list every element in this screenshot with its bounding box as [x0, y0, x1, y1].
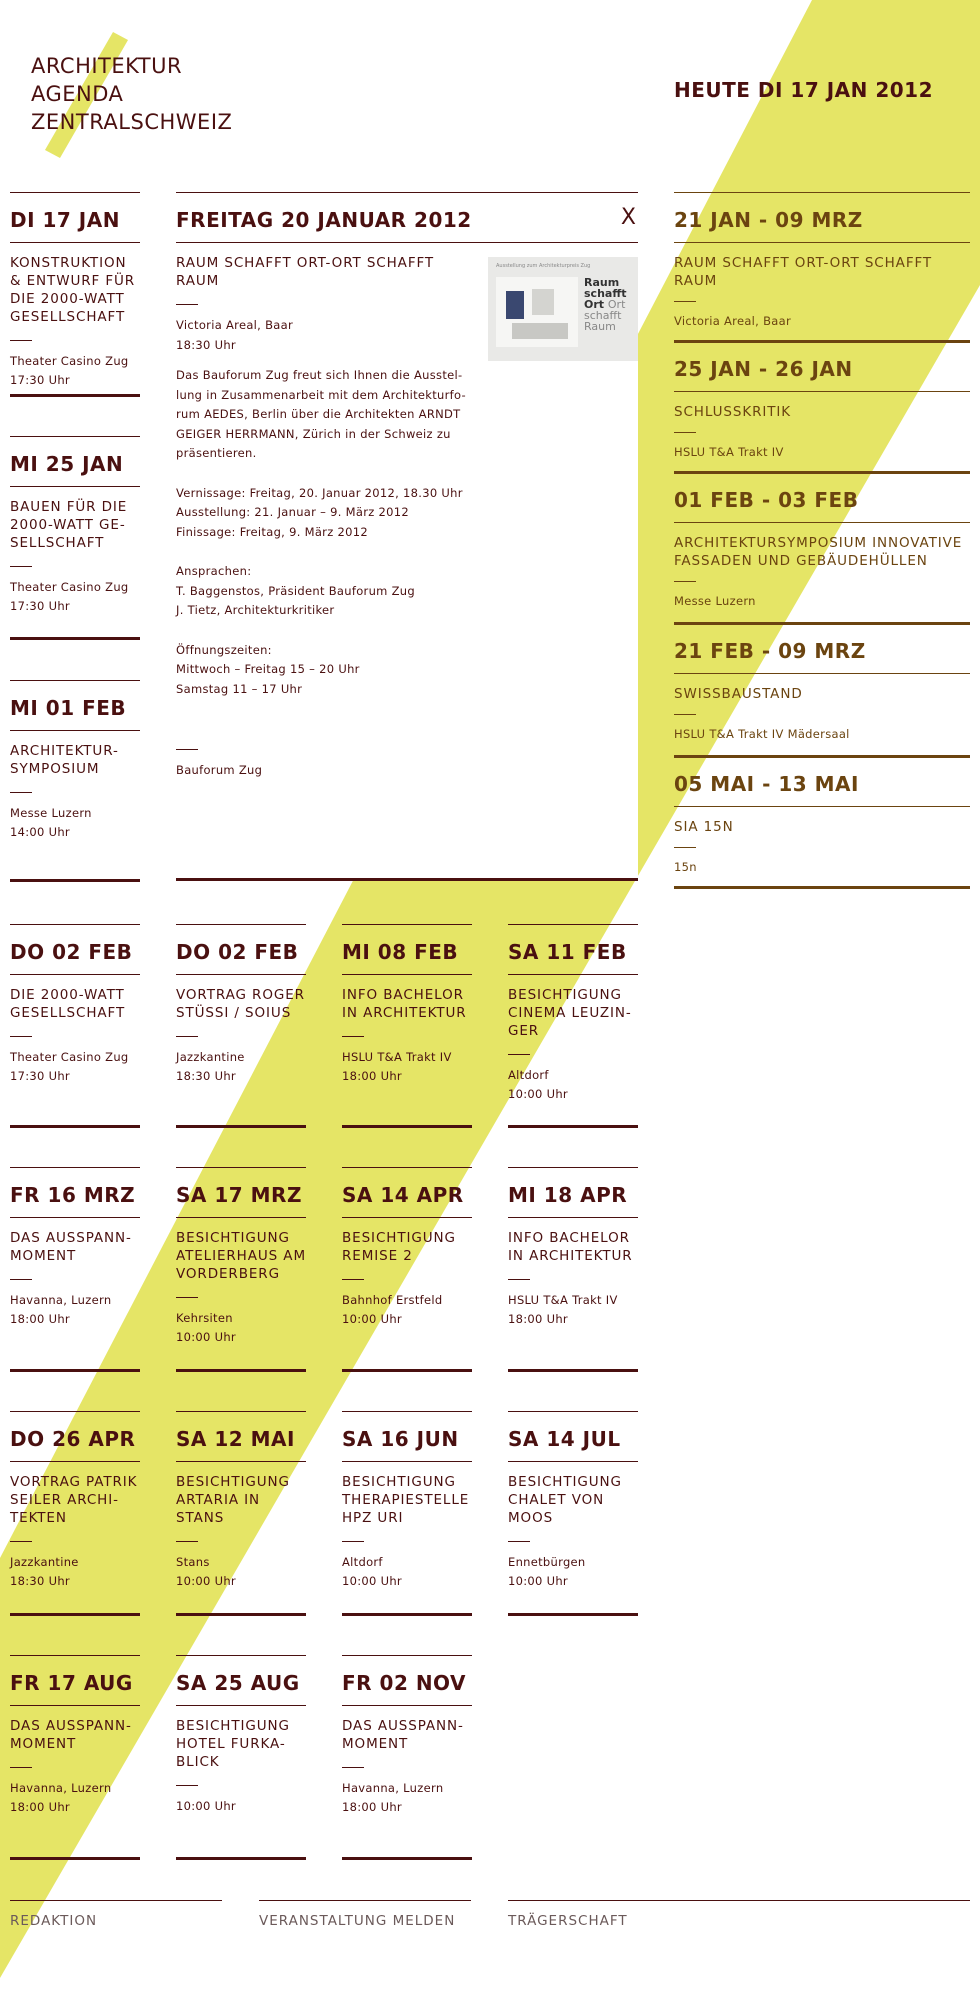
event-place: Havanna, Luzern [10, 1781, 112, 1795]
event-title[interactable]: BESICHTIGUNG REMISE 2 [342, 1230, 456, 1264]
detail-bottom-rule [176, 878, 638, 881]
card-bottom-rule [342, 1857, 472, 1860]
footer-link-veranstaltung-melden[interactable] [259, 1900, 471, 1929]
card-divider [342, 1705, 472, 1706]
event-card[interactable] [10, 1411, 140, 1616]
event-date: SA 16 JUN [342, 1427, 459, 1451]
event-title[interactable]: BESICHTIGUNG ARTARIA IN STANS [176, 1474, 290, 1526]
card-divider [10, 1705, 140, 1706]
event-date: SA 17 MRZ [176, 1183, 302, 1207]
card-bottom-rule [176, 1613, 306, 1616]
logo-line-2: AGENDA [31, 82, 124, 106]
card-divider [176, 974, 306, 975]
event-time: 17:30 Uhr [10, 1069, 70, 1083]
card-divider [674, 673, 970, 674]
card-bottom-rule [342, 1613, 472, 1616]
card-dash [674, 301, 696, 302]
event-title[interactable]: ARCHITEKTUR-SYMPOSIUM [10, 743, 119, 777]
event-date: MI 25 JAN [10, 452, 124, 476]
card-bottom-rule [176, 1125, 306, 1128]
event-place: Havanna, Luzern [10, 1293, 112, 1307]
event-card[interactable] [10, 436, 140, 640]
card-dash [342, 1279, 364, 1280]
footer-link-label[interactable]: TRÄGERSCHAFT [508, 1913, 628, 1929]
detail-dates-line: Finissage: Freitag, 9. März 2012 [176, 524, 368, 539]
detail-speeches-line: J. Tietz, Architekturkritiker [176, 603, 335, 617]
card-dash [10, 1767, 32, 1768]
detail-dash [176, 304, 198, 305]
event-date: DI 17 JAN [10, 208, 120, 232]
thumbnail-shelf [512, 323, 568, 339]
range-place: HSLU T&A Trakt IV Mädersaal [674, 727, 850, 741]
event-place: Altdorf [342, 1555, 383, 1569]
detail-place: Victoria Areal, Baar [176, 318, 293, 332]
card-bottom-rule [10, 1125, 140, 1128]
event-date: FR 16 MRZ [10, 1183, 136, 1207]
card-bottom-rule [508, 1125, 638, 1128]
event-date: SA 25 AUG [176, 1671, 300, 1695]
card-bottom-rule [176, 1369, 306, 1372]
card-divider [176, 1461, 306, 1462]
event-time: 14:00 Uhr [10, 825, 70, 839]
event-time: 18:30 Uhr [176, 1069, 236, 1083]
card-divider [674, 522, 970, 523]
event-time: 10:00 Uhr [176, 1330, 236, 1344]
site-logo[interactable] [31, 52, 232, 136]
event-title[interactable]: BESICHTIGUNG CINEMA LEUZIN-GER [508, 987, 632, 1039]
detail-hours-line: Mittwoch – Freitag 15 – 20 Uhr [176, 662, 360, 676]
event-title[interactable]: BESICHTIGUNG HOTEL FURKA-BLICK [176, 1718, 290, 1770]
range-title[interactable]: ARCHITEKTURSYMPOSIUM INNOVATIVE FASSADEN UND GEBÄUDEHÜLLEN [674, 535, 963, 569]
range-event-card[interactable] [674, 192, 970, 343]
thumbnail-logo-word: schafft [584, 287, 627, 300]
range-title[interactable]: RAUM SCHAFFT ORT-ORT SCHAFFT RAUM [674, 255, 933, 289]
close-button[interactable]: X [620, 205, 636, 230]
event-place: Ennetbürgen [508, 1555, 586, 1569]
event-date: FR 02 NOV [342, 1671, 467, 1695]
range-date: 25 JAN - 26 JAN [674, 357, 853, 381]
range-event-card[interactable] [674, 624, 970, 758]
card-divider [10, 974, 140, 975]
card-bottom-rule [10, 394, 140, 397]
detail-title: RAUM SCHAFFT ORT-ORT SCHAFFT RAUM [176, 255, 435, 289]
event-title[interactable]: BESICHTIGUNG THERAPIESTELLE HPZ URI [342, 1474, 470, 1526]
card-dash [674, 432, 696, 433]
event-title[interactable]: VORTRAG ROGER STÜSSI / SOIUS [176, 987, 305, 1021]
event-date: MI 18 APR [508, 1183, 628, 1207]
event-time: 17:30 Uhr [10, 599, 70, 613]
thumbnail-logo-word: Ort [584, 298, 605, 311]
event-time: 10:00 Uhr [176, 1574, 236, 1588]
event-date: SA 12 MAI [176, 1427, 295, 1451]
event-title[interactable]: DIE 2000-WATT GESELLSCHAFT [10, 987, 126, 1021]
card-divider [342, 1217, 472, 1218]
exhibition-thumbnail[interactable] [488, 257, 638, 361]
card-dash [342, 1036, 364, 1037]
event-place: Theater Casino Zug [10, 580, 129, 594]
event-card[interactable] [176, 1411, 306, 1616]
event-title[interactable]: DAS AUSSPANN-MOMENT [342, 1718, 464, 1752]
event-place: Jazzkantine [10, 1555, 79, 1569]
event-time: 18:00 Uhr [10, 1800, 70, 1814]
event-date: FR 17 AUG [10, 1671, 133, 1695]
card-divider [674, 391, 970, 392]
event-place: Altdorf [508, 1068, 549, 1082]
card-dash [176, 1036, 198, 1037]
event-time: 18:30 Uhr [10, 1574, 70, 1588]
event-time: 18:00 Uhr [342, 1800, 402, 1814]
card-dash [176, 1297, 198, 1298]
event-card[interactable] [342, 1167, 472, 1372]
event-title[interactable]: INFO BACHELOR IN ARCHITEKTUR [342, 987, 467, 1021]
card-dash [674, 847, 696, 848]
today-date: HEUTE DI 17 JAN 2012 [674, 78, 933, 102]
card-dash [10, 1541, 32, 1542]
footer-link-traegerschaft[interactable] [508, 1900, 970, 1929]
card-dash [508, 1541, 530, 1542]
detail-dates [176, 484, 476, 543]
card-dash [342, 1541, 364, 1542]
detail-opening-hours [176, 641, 476, 700]
range-title[interactable]: SIA 15N [674, 819, 734, 835]
card-bottom-rule [10, 1857, 140, 1860]
event-card[interactable] [342, 1411, 472, 1616]
card-bottom-rule [508, 1613, 638, 1616]
range-title[interactable]: SWISSBAUSTAND [674, 686, 803, 702]
card-divider [674, 806, 970, 807]
event-card[interactable] [508, 1411, 638, 1616]
event-date: DO 26 APR [10, 1427, 136, 1451]
card-divider [508, 1461, 638, 1462]
card-bottom-rule [508, 1369, 638, 1372]
event-place: HSLU T&A Trakt IV [342, 1050, 452, 1064]
event-place: Theater Casino Zug [10, 1050, 129, 1064]
card-bottom-rule [342, 1125, 472, 1128]
event-title[interactable]: DAS AUSSPANN-MOMENT [10, 1718, 132, 1752]
card-bottom-rule [10, 879, 140, 882]
range-title[interactable]: SCHLUSSKRITIK [674, 404, 792, 420]
detail-time: 18:30 Uhr [176, 337, 236, 352]
event-card[interactable] [342, 924, 472, 1128]
footer-rule [508, 1900, 970, 1901]
detail-dates-line: Vernissage: Freitag, 20. Januar 2012, 18.30 Uhr [176, 485, 463, 500]
card-bottom-rule [176, 1857, 306, 1860]
detail-divider [176, 242, 638, 243]
event-place: HSLU T&A Trakt IV [508, 1293, 618, 1307]
card-bottom-rule [10, 1613, 140, 1616]
detail-hours-line: Öffnungszeiten: [176, 642, 272, 657]
event-place: Havanna, Luzern [342, 1781, 444, 1795]
card-divider [10, 730, 140, 731]
detail-organizer: Bauforum Zug [176, 763, 263, 777]
card-divider [342, 974, 472, 975]
event-date: DO 02 FEB [10, 940, 133, 964]
footer-link-label[interactable]: VERANSTALTUNG MELDEN [259, 1913, 456, 1929]
event-card[interactable] [10, 192, 140, 397]
event-detail-panel [176, 192, 638, 881]
event-title[interactable]: DAS AUSSPANN-MOMENT [10, 1230, 132, 1264]
event-place: Theater Casino Zug [10, 354, 129, 368]
detail-speeches-line: T. Baggenstos, Präsident Bauforum Zug [176, 583, 415, 598]
card-divider [508, 974, 638, 975]
event-place: Messe Luzern [10, 806, 92, 820]
event-date: SA 11 FEB [508, 940, 627, 964]
range-place: 15n [674, 860, 697, 874]
event-date: DO 02 FEB [176, 940, 299, 964]
card-bottom-rule [674, 886, 970, 889]
detail-dates-line: Ausstellung: 21. Januar – 9. März 2012 [176, 505, 409, 519]
card-divider [176, 1705, 306, 1706]
card-dash [176, 1785, 198, 1786]
footer-rule [10, 1900, 222, 1901]
event-time: 10:00 Uhr [342, 1574, 402, 1588]
detail-heading: FREITAG 20 JANUAR 2012 [176, 208, 472, 232]
range-date: 05 MAI - 13 MAI [674, 772, 859, 796]
event-date: MI 01 FEB [10, 696, 127, 720]
event-date: MI 08 FEB [342, 940, 459, 964]
card-divider [342, 1461, 472, 1462]
card-bottom-rule [10, 637, 140, 640]
card-divider [10, 486, 140, 487]
card-dash [176, 1541, 198, 1542]
range-event-card[interactable] [674, 342, 970, 474]
event-title[interactable]: BAUEN FÜR DIE 2000-WATT GE-SELLSCHAFT [10, 499, 128, 551]
detail-dash [176, 749, 198, 750]
thumbnail-logo-word: Ort [607, 298, 626, 311]
event-time: 18:00 Uhr [342, 1069, 402, 1083]
card-dash [10, 340, 32, 341]
card-dash [10, 1279, 32, 1280]
detail-hours-line: Samstag 11 – 17 Uhr [176, 681, 303, 696]
logo-line-3: ZENTRALSCHWEIZ [31, 110, 233, 134]
range-date: 21 FEB - 09 MRZ [674, 639, 866, 663]
card-bottom-rule [342, 1369, 472, 1372]
event-title[interactable]: BESICHTIGUNG CHALET VON MOOS [508, 1474, 622, 1526]
footer-rule [259, 1900, 471, 1901]
event-card[interactable] [10, 924, 140, 1128]
range-date: 21 JAN - 09 MRZ [674, 208, 863, 232]
event-title[interactable]: KONSTRUKTION & ENTWURF FÜR DIE 2000-WATT GESELLSCHAFT [10, 255, 136, 325]
range-date: 01 FEB - 03 FEB [674, 488, 859, 512]
range-event-card[interactable] [674, 757, 970, 889]
event-time: 10:00 Uhr [176, 1799, 236, 1813]
event-title[interactable]: INFO BACHELOR IN ARCHITEKTUR [508, 1230, 633, 1264]
thumbnail-header: Ausstellung zum Architekturpreis Zug [496, 263, 591, 269]
event-card[interactable] [342, 1655, 472, 1860]
thumbnail-logo-word: Raum [584, 320, 616, 333]
range-place: HSLU T&A Trakt IV [674, 445, 784, 459]
event-time: 10:00 Uhr [342, 1312, 402, 1326]
event-place: Bahnhof Erstfeld [342, 1293, 443, 1307]
card-dash [10, 566, 32, 567]
detail-speeches-line: Ansprachen: [176, 564, 252, 578]
card-divider [10, 242, 140, 243]
range-place: Victoria Areal, Baar [674, 314, 791, 328]
event-card[interactable] [508, 924, 638, 1128]
event-card[interactable] [176, 1655, 306, 1860]
event-card[interactable] [176, 1167, 306, 1372]
footer-link-label[interactable]: REDAKTION [10, 1913, 98, 1929]
thumbnail-logo [584, 277, 627, 332]
event-time: 10:00 Uhr [508, 1574, 568, 1588]
event-card[interactable] [10, 1655, 140, 1860]
card-divider [176, 1217, 306, 1218]
event-card[interactable] [10, 680, 140, 882]
event-card[interactable] [10, 1167, 140, 1372]
event-card[interactable] [508, 1167, 638, 1372]
thumbnail-logo-word: Raum [584, 276, 620, 289]
event-card[interactable] [176, 924, 306, 1128]
logo-line-1: ARCHITEKTUR [31, 54, 183, 78]
range-place: Messe Luzern [674, 594, 756, 608]
event-title[interactable]: VORTRAG PATRIK SEILER ARCHI-TEKTEN [10, 1474, 138, 1526]
event-time: 18:00 Uhr [10, 1312, 70, 1326]
card-dash [10, 792, 32, 793]
card-divider [508, 1217, 638, 1218]
event-place: Stans [176, 1555, 210, 1569]
card-dash [674, 581, 696, 582]
event-time: 18:00 Uhr [508, 1312, 568, 1326]
card-divider [674, 242, 970, 243]
event-time: 17:30 Uhr [10, 373, 70, 387]
card-divider [10, 1461, 140, 1462]
detail-description: Das Bauforum Zug freut sich Ihnen die Ausstel-lung in Zusammenarbeit mit dem Architekturfo-rum AEDES, Berlin über die Architekten ARNDT GEIGER HERRMANN, Zürich in der Schweiz zu präsentieren. [176, 368, 467, 460]
detail-speeches [176, 562, 476, 621]
event-date: SA 14 JUL [508, 1427, 621, 1451]
card-dash [508, 1279, 530, 1280]
thumbnail-logo-word: schafft [584, 309, 622, 322]
card-dash [508, 1054, 530, 1055]
card-dash [674, 714, 696, 715]
event-place: Jazzkantine [176, 1050, 245, 1064]
footer-link-redaktion[interactable] [10, 1900, 222, 1929]
event-date: SA 14 APR [342, 1183, 464, 1207]
event-time: 10:00 Uhr [508, 1087, 568, 1101]
event-place: Kehrsiten [176, 1311, 233, 1325]
thumbnail-frame-light [532, 289, 554, 315]
thumbnail-frame-dark [506, 291, 524, 319]
card-divider [10, 1217, 140, 1218]
card-dash [10, 1036, 32, 1037]
range-event-card[interactable] [674, 473, 970, 625]
event-title[interactable]: BESICHTIGUNG ATELIERHAUS AM VORDERBERG [176, 1230, 306, 1282]
card-bottom-rule [10, 1369, 140, 1372]
card-dash [342, 1767, 364, 1768]
